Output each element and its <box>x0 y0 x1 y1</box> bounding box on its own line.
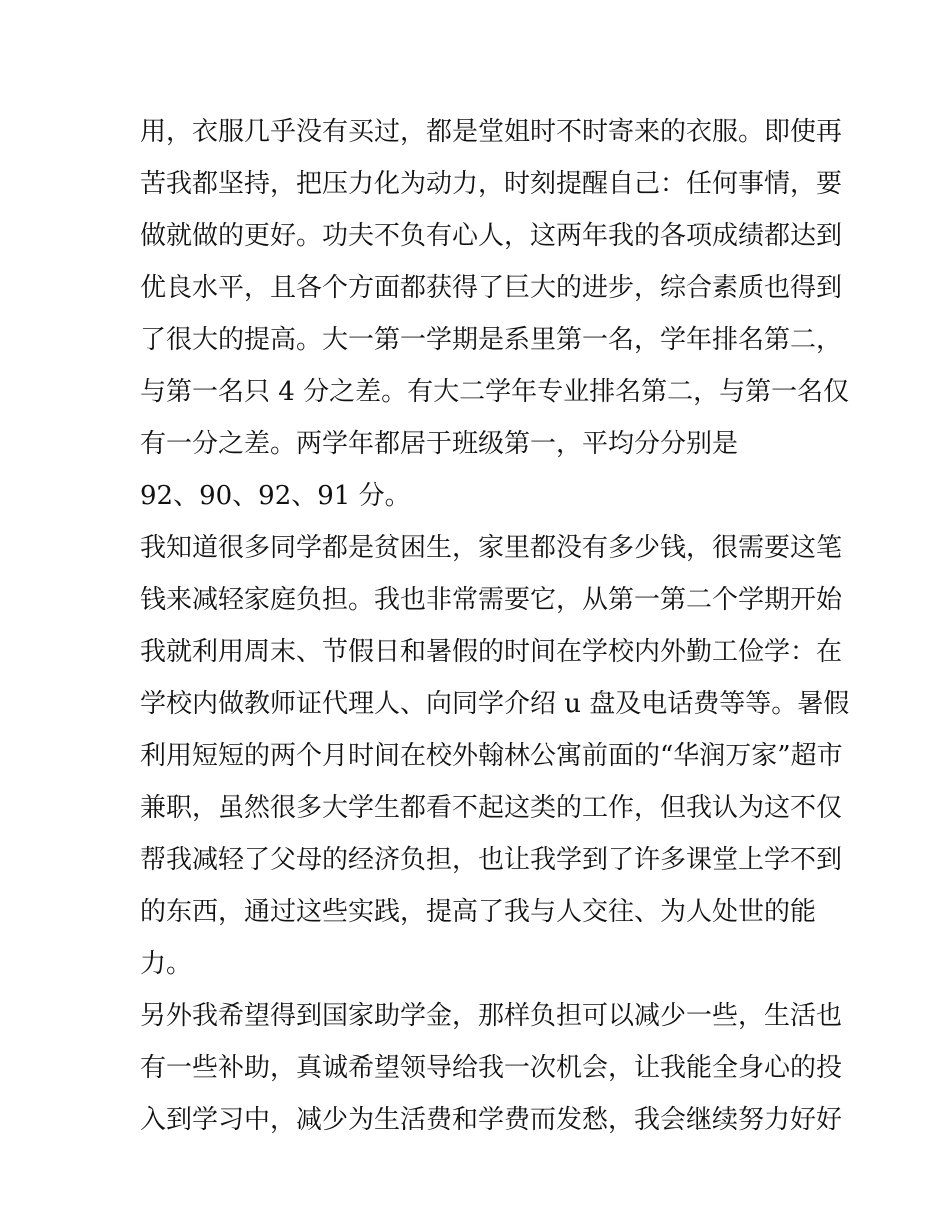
document-body <box>140 106 850 1146</box>
text-line-20: 入到学习中，减少为生活费和学费而发愁，我会继续努力好好 <box>140 1105 843 1135</box>
text-line-7: 有一分之差。两学年都居于班级第一，平均分分别是 <box>140 429 739 459</box>
text-line-5: 了很大的提高。大一第一学期是系里第一名，学年排名第二， <box>140 325 843 355</box>
text-line-3: 做就做的更好。功夫不负有心人，这两年我的各项成绩都达到 <box>140 221 843 251</box>
text-line-8: 92、90、92、91 分。 <box>140 481 411 511</box>
text-line-13: 利用短短的两个月时间在校外翰林公寓前面的“华润万家”超市 <box>140 741 843 771</box>
text-line-14: 兼职，虽然很多大学生都看不起这类的工作，但我认为这不仅 <box>140 793 843 823</box>
text-line-6: 与第一名只 4 分之差。有大二学年专业排名第二，与第一名仅 <box>140 377 850 407</box>
text-line-18: 另外我希望得到国家助学金，那样负担可以减少一些，生活也 <box>140 1001 843 1031</box>
text-line-11: 我就利用周末、节假日和暑假的时间在学校内外勤工俭学：在 <box>140 637 843 667</box>
text-line-9: 我知道很多同学都是贫困生，家里都没有多少钱，很需要这笔 <box>140 533 843 563</box>
text-line-1: 用，衣服几乎没有买过，都是堂姐时不时寄来的衣服。即使再 <box>140 117 843 147</box>
text-line-4: 优良水平，且各个方面都获得了巨大的进步，综合素质也得到 <box>140 273 843 303</box>
text-line-2: 苦我都坚持，把压力化为动力，时刻提醒自己：任何事情，要 <box>140 169 843 199</box>
text-line-12: 学校内做教师证代理人、向同学介绍 u 盘及电话费等等。暑假 <box>140 689 850 719</box>
text-line-10: 钱来减轻家庭负担。我也非常需要它，从第一第二个学期开始 <box>140 585 843 615</box>
text-line-16: 的东西，通过这些实践，提高了我与人交往、为人处世的能 <box>140 897 817 927</box>
text-line-17: 力。 <box>140 949 193 979</box>
text-line-15: 帮我减轻了父母的经济负担，也让我学到了许多课堂上学不到 <box>140 845 843 875</box>
text-line-19: 有一些补助，真诚希望领导给我一次机会，让我能全身心的投 <box>140 1053 843 1083</box>
